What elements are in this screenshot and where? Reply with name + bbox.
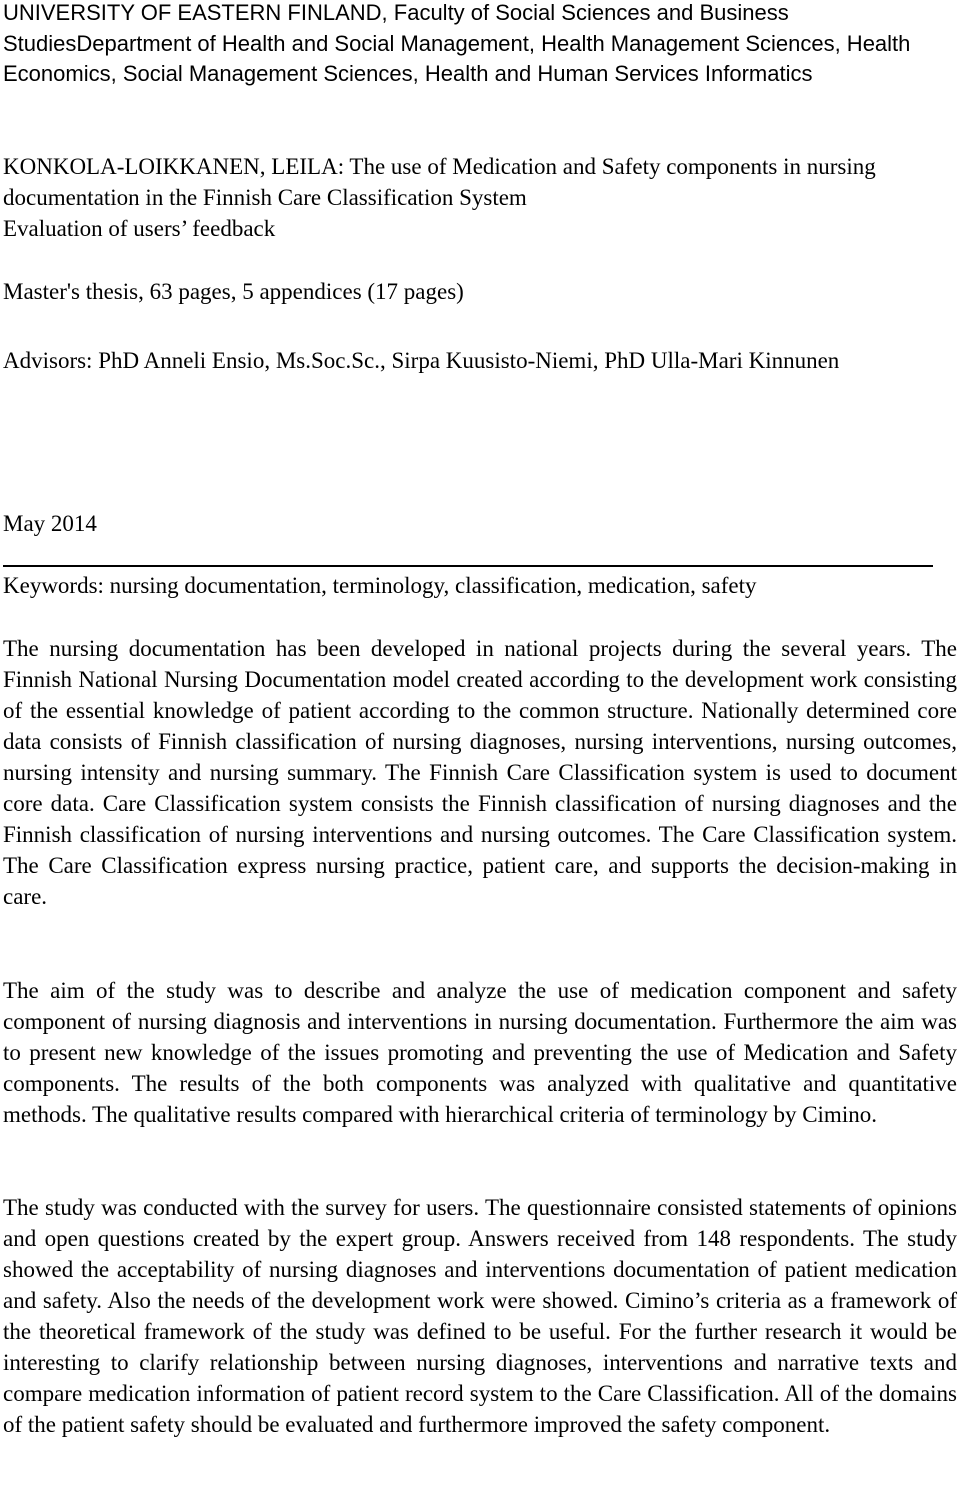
thesis-title <box>3 151 957 244</box>
keywords: Keywords: nursing documentation, terminology, classification, medication, safety <box>3 573 757 598</box>
thesis-subtitle: Evaluation of users’ feedback <box>3 216 276 241</box>
affiliation-header: UNIVERSITY OF EASTERN FINLAND, Faculty of Social Sciences and Business StudiesDepartment of Health and Social Management, Health Management Sciences, Health Economics, Social Management Sciences, Health and Human Services Informatics <box>3 0 911 86</box>
divider-line <box>3 565 933 567</box>
abstract-paragraph: The nursing documentation has been developed in national projects during the several years. The Finnish National Nursing Documentation model created according to the development work consisting of the essential knowledge of patient according to the common structure. Nationally determined core data consists of Finnish classification of nursing diagnoses, nursing interventions, nursing outcomes, nursing intensity and nursing summary. The Finnish Care Classification system is used to document core data. Care Classification system consists the Finnish classification of nursing diagnoses and the Finnish classification of nursing interventions and nursing outcomes. The Care Classification system. The Care Classification express nursing practice, patient care, and supports the decision-making in care. <box>3 636 957 909</box>
advisors: Advisors: PhD Anneli Ensio, Ms.Soc.Sc., Sirpa Kuusisto-Niemi, PhD Ulla-Mari Kinnunen <box>3 348 840 373</box>
abstract-paragraph: The study was conducted with the survey for users. The questionnaire consisted statements of opinions and open questions created by the expert group. Answers received from 148 respondents. The study showed the acceptability of nursing diagnoses and interventions documentation of patient medication and safety. Also the needs of the development work were showed. Cimino’s criteria as a framework of the theoretical framework of the study was defined to be useful. For the further research it would be interesting to clarify relationship between nursing diagnoses, interventions and narrative texts and compare medication information of patient record system to the Care Classification. All of the domains of the patient safety should be evaluated and furthermore improved the safety component. <box>3 1195 957 1437</box>
thesis-date: May 2014 <box>3 511 97 536</box>
abstract-paragraph: The aim of the study was to describe and analyze the use of medication component and safety component of nursing diagnosis and interventions in nursing documentation. Furthermore the aim was to present new knowledge of the issues promoting and preventing the use of Medication and Safety components. The results of the both components was analyzed with qualitative and quantitative methods. The qualitative results compared with hierarchical criteria of terminology by Cimino. <box>3 978 957 1127</box>
author-title: KONKOLA-LOIKKANEN, LEILA: The use of Medication and Safety components in nursing documentation in the Finnish Care Classification System <box>3 154 876 210</box>
thesis-details: Master's thesis, 63 pages, 5 appendices (17 pages) <box>3 279 464 304</box>
